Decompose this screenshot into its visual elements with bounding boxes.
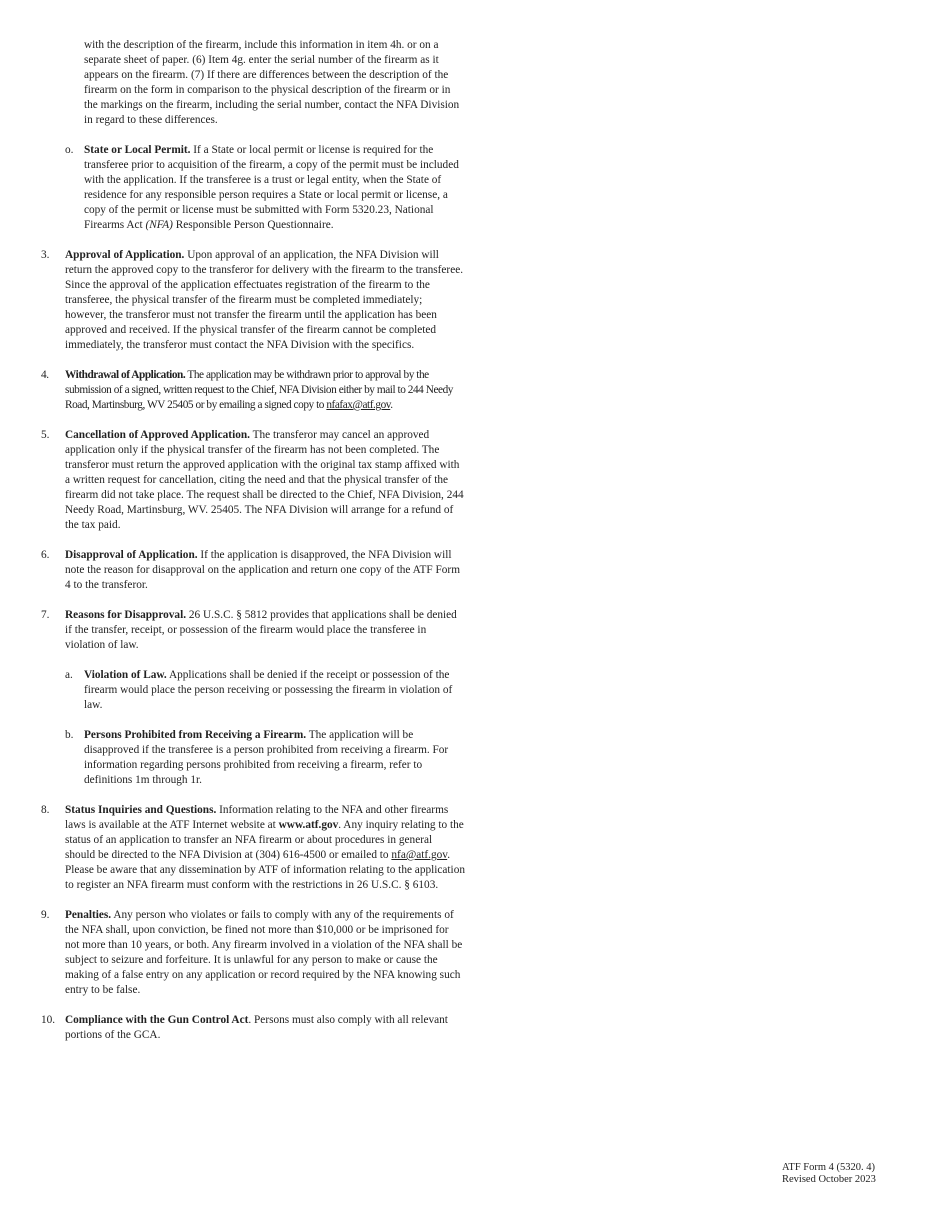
form-number: ATF Form 4 (5320. 4) bbox=[782, 1162, 876, 1173]
item-heading: Status Inquiries and Questions. bbox=[65, 804, 217, 816]
item-o-state-local-permit: o. State or Local Permit. If a State or local permit or license is required for the transferee prior to acquisition of the firearm, a copy of the permit must be included with the application. If the transferee is a trust or legal entity, when the State of residence for any responsible person requires a State or local permit or license, a copy of the permit or license must be submitted with Form 5320.23, National Firearms Act (NFA) Responsible Person Questionnaire. bbox=[65, 144, 459, 231]
item-heading: Disapproval of Application. bbox=[65, 549, 198, 561]
item-heading: Violation of Law. bbox=[84, 669, 167, 681]
item-4-withdrawal: 4. Withdrawal of Application. The application may be withdrawn prior to approval by the submission of a signed, written request to the Chief, NFA Division either by mail to 244 Needy Road, Martinsburg, WV 25405 or by emailing a signed copy to nfafax@atf.gov. bbox=[41, 369, 453, 411]
item-marker: a. bbox=[65, 669, 73, 681]
atf-website-link[interactable]: www.atf.gov bbox=[278, 819, 339, 831]
item-number: 8. bbox=[41, 804, 50, 816]
item-number: 5. bbox=[41, 429, 50, 441]
nfafax-email-link[interactable]: nfafax@atf.gov bbox=[326, 399, 391, 411]
item-marker: b. bbox=[65, 729, 74, 741]
item-heading: Cancellation of Approved Application. bbox=[65, 429, 250, 441]
item-5-cancellation: 5. Cancellation of Approved Application. The transferor may cancel an approved application only if the physical transfer of the firearm has not been completed. The transferor must return the approved application with the original tax stamp affixed with a written request for cancellation, citing the need and that the physical transfer of the firearm did not take place. The request shall be directed to the Chief, NFA Division, 244 Needy Road, Martinsburg, WV. 25405. The NFA Division will arrange for a refund of the tax paid. bbox=[41, 429, 464, 531]
item-10-compliance-gca: 10. Compliance with the Gun Control Act. Persons must also comply with all relevant portions of the GCA. bbox=[41, 1014, 448, 1041]
form-footer bbox=[782, 1162, 876, 1186]
continued-paragraph: with the description of the firearm, include this information in item 4h. or on a separate sheet of paper. (6) Item 4g. enter the serial number of the firearm as it appears on the firearm. (7) If there are differences between the description of the firearm on the form in comparison to the physical description of the firearm or in the markings on the firearm, including the serial number, contact the NFA Division in regard to these differences. bbox=[84, 39, 460, 126]
item-3-approval: 3. Approval of Application. Upon approval of an application, the NFA Division will return the approved copy to the transferor for delivery with the firearm to the transferee. Since the approval of the application effectuates registration of the firearm to the transferee, the physical transfer of the firearm must be completed immediately; however, the transferor must not transfer the firearm until the application has been approved and received. If the physical transfer of the firearm cannot be completed immediately, the transferor must contact the NFA Division with the specifics. bbox=[41, 249, 464, 351]
revision-date: Revised October 2023 bbox=[782, 1174, 876, 1185]
item-8-status-inquiries: 8. Status Inquiries and Questions. Information relating to the NFA and other firearms laws is available at the ATF Internet website at www.atf.gov. Any inquiry relating to the status of an application to transfer an NFA firearm or about procedures in general should be directed to the NFA Division at (304) 616-4500 or emailed to nfa@atf.gov. Please be aware that any dissemination by ATF of information relating to the application to register an NFA firearm must conform with the restrictions in 26 U.S.C. § 6103. bbox=[41, 804, 465, 891]
item-6-disapproval: 6. Disapproval of Application. If the application is disapproved, the NFA Division will note the reason for disapproval on the application and return one copy of the ATF Form 4 to the transferor. bbox=[41, 549, 460, 591]
item-7-reasons-for-disapproval: 7. Reasons for Disapproval. 26 U.S.C. § 5812 provides that applications shall be denied if the transfer, receipt, or possession of the firearm would place the transferee in violation of law. bbox=[41, 609, 457, 651]
item-heading: Persons Prohibited from Receiving a Firearm. bbox=[84, 729, 307, 741]
item-7b-persons-prohibited: b. Persons Prohibited from Receiving a Firearm. The application will be disapproved if the transferee is a person prohibited from receiving a firearm. For information regarding persons prohibited from receiving a firearm, refer to definitions 1m through 1r. bbox=[65, 729, 449, 786]
item-9-penalties: 9. Penalties. Any person who violates or fails to comply with any of the requirements of the NFA shall, upon conviction, be fined not more than $10,000 or be imprisoned for not more than 10 years, or both. Any firearm involved in a violation of the NFA shall be subject to seizure and forfeiture. It is unlawful for any person to make or cause the making of a false entry on any application or record required by the NFA knowing such entry to be false. bbox=[41, 909, 463, 996]
item-number: 10. bbox=[41, 1014, 56, 1026]
item-heading: Penalties. bbox=[65, 909, 112, 921]
item-marker: o. bbox=[65, 144, 74, 156]
item-number: 9. bbox=[41, 909, 50, 921]
item-number: 3. bbox=[41, 249, 50, 261]
item-heading: State or Local Permit. bbox=[84, 144, 191, 156]
nfa-email-link[interactable]: nfa@atf.gov bbox=[391, 849, 448, 861]
item-heading: Withdrawal of Application. bbox=[65, 369, 186, 381]
item-heading: Approval of Application. bbox=[65, 249, 185, 261]
item-number: 4. bbox=[41, 369, 49, 381]
instructions-column bbox=[41, 38, 465, 1058]
item-number: 6. bbox=[41, 549, 50, 561]
item-number: 7. bbox=[41, 609, 50, 621]
item-7a-violation-of-law: a. Violation of Law. Applications shall be denied if the receipt or possession of the firearm would place the person receiving or possessing the firearm in violation of law. bbox=[65, 669, 453, 711]
item-heading: Reasons for Disapproval. bbox=[65, 609, 187, 621]
item-heading: Compliance with the Gun Control Act bbox=[65, 1014, 249, 1026]
